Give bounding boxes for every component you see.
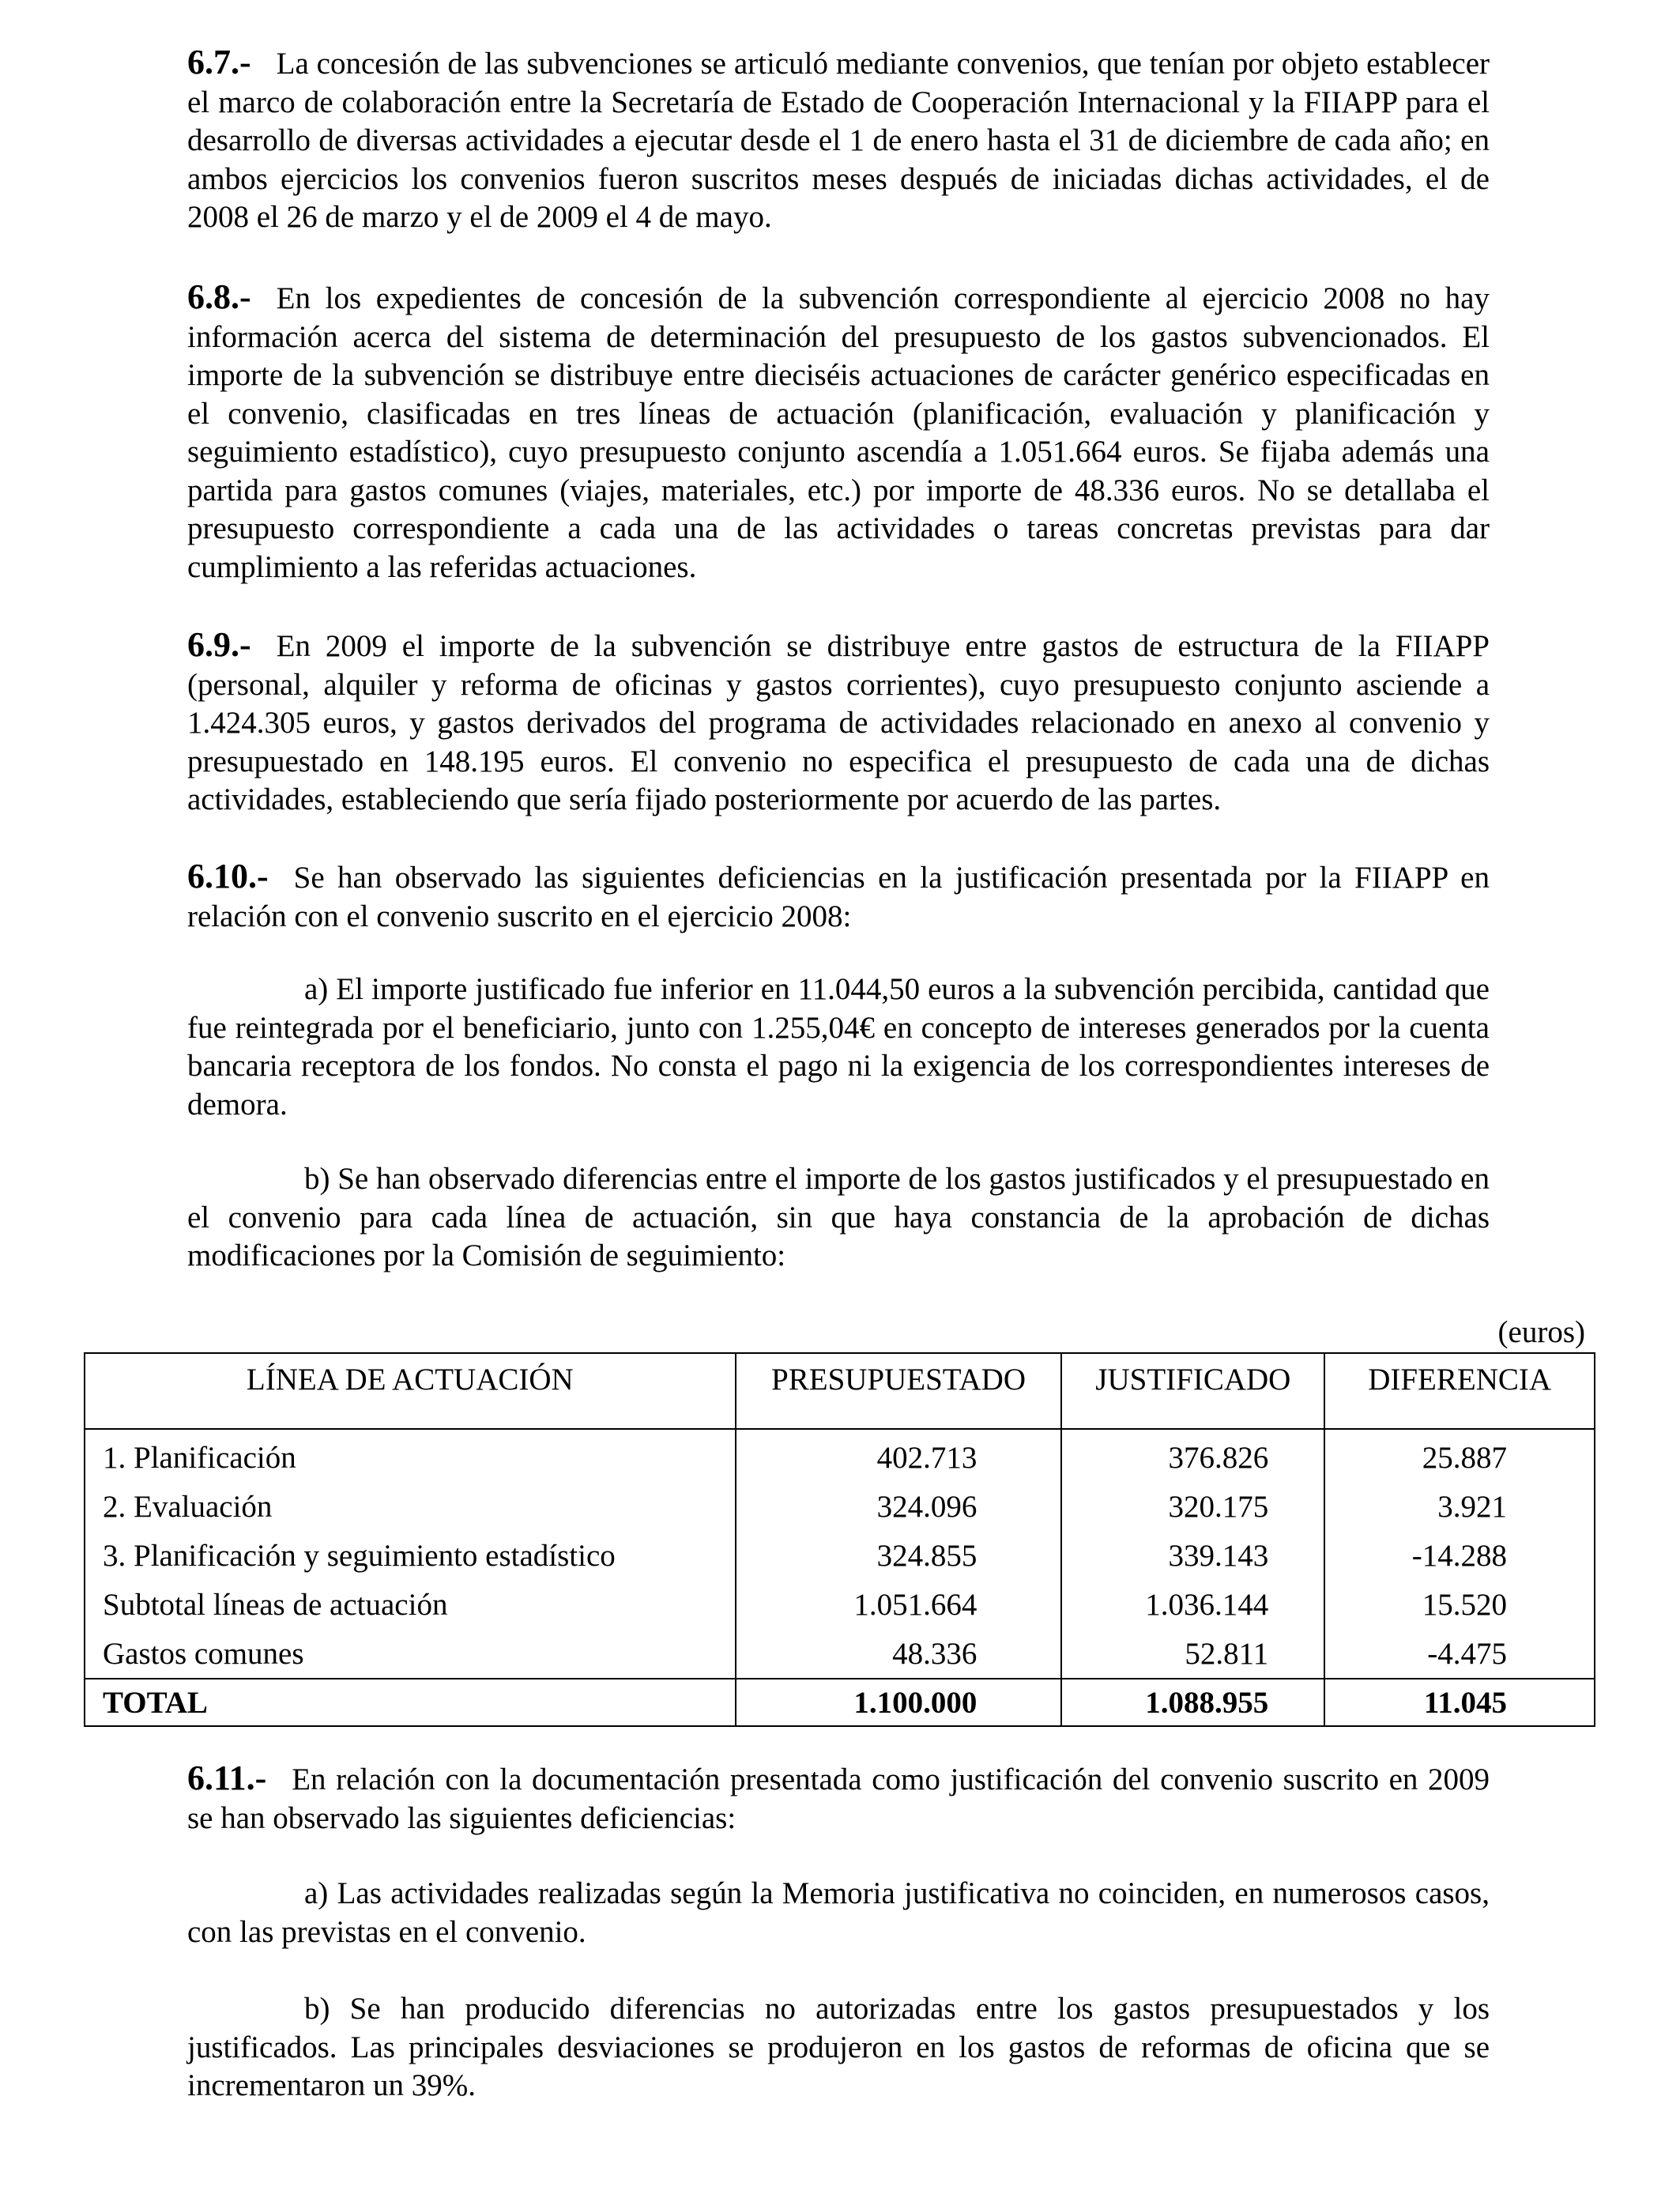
budgeted-cell: 324.096 [736, 1482, 1062, 1531]
table-row [85, 1580, 1595, 1629]
table-row [85, 1531, 1595, 1580]
table-row [85, 1429, 1595, 1482]
column-header: PRESUPUESTADO [736, 1353, 1062, 1429]
section-text: En 2009 el importe de la subvención se distribuye entre gastos de estructura de la FIIAPP (personal, alquiler y reforma de oficinas y gastos corrientes), cuyo presupuesto conjunto asciende a 1.424.305 euros, y gastos derivados del programa de actividades relacionado en anexo al convenio y presupuestado en 148.195 euros. El convenio no especifica el presupuesto de cada una de dichas actividades, estableciendo que sería fijado posteriormente por acuerdo de las partes. [187, 629, 1490, 816]
justified-cell: 339.143 [1061, 1531, 1324, 1580]
column-header: JUSTIFICADO [1061, 1353, 1324, 1429]
item-text: b) Se han producido diferencias no autorizadas entre los gastos presupuestados y los justificados. Las principales desviaciones se produjeron en los gastos de reformas de oficina que se incrementaron un 39%. [187, 1992, 1490, 2102]
budgeted-cell: 48.336 [736, 1629, 1062, 1679]
table-header-row [85, 1353, 1595, 1429]
table-row [85, 1629, 1595, 1679]
budgeted-cell: 1.051.664 [736, 1580, 1062, 1629]
table-units: (euros) [1497, 1315, 1585, 1349]
section-6-9 [187, 626, 1490, 820]
item-text: a) El importe justificado fue inferior en 11.044,50 euros a la subvención percibida, cantidad que fue reintegrada por el beneficiario, junto con 1.255,04€ en concepto de intereses generados por la cuenta bancaria receptora de los fondos. No consta el pago ni la exigencia de los correspondientes intereses de demora. [187, 972, 1490, 1122]
justified-cell: 376.826 [1061, 1429, 1324, 1482]
justified-cell: 52.811 [1061, 1629, 1324, 1679]
difference-cell: 25.887 [1324, 1429, 1595, 1482]
justified-cell: 1.036.144 [1061, 1580, 1324, 1629]
section-6-10-item-b [187, 1160, 1490, 1276]
section-6-11 [187, 1759, 1490, 1838]
section-text: La concesión de las subvenciones se articuló mediante convenios, que tenían por objeto establecer el marco de colaboración entre la Secretaría de Estado de Cooperación Internacional y la FIIAPP para el desarrollo de diversas actividades a ejecutar desde el 1 de enero hasta el 31 de diciembre de cada año; en ambos ejercicios los convenios fueron suscritos meses después de iniciadas dichas actividades, el de 2008 el 26 de marzo y el de 2009 el 4 de mayo. [187, 47, 1490, 234]
row-label: Subtotal líneas de actuación [85, 1580, 736, 1629]
column-header: DIFERENCIA [1324, 1353, 1595, 1429]
row-label: 1. Planificación [85, 1429, 736, 1482]
total-justified: 1.088.955 [1061, 1679, 1324, 1726]
section-6-10 [187, 858, 1490, 936]
section-6-8 [187, 278, 1490, 586]
section-text: En relación con la documentación presentada como justificación del convenio suscrito en 2009 se han observado las siguientes deficiencias: [187, 1762, 1490, 1835]
section-number: 6.9.- [187, 625, 251, 664]
total-budgeted: 1.100.000 [736, 1679, 1062, 1726]
budgeted-cell: 402.713 [736, 1429, 1062, 1482]
total-difference: 11.045 [1324, 1679, 1595, 1726]
justified-cell: 320.175 [1061, 1482, 1324, 1531]
budget-table [84, 1352, 1595, 1727]
total-label: TOTAL [85, 1679, 736, 1726]
row-label: Gastos comunes [85, 1629, 736, 1679]
section-text: En los expedientes de concesión de la subvención correspondiente al ejercicio 2008 no hay información acerca del sistema de determinación del presupuesto de los gastos subvencionados. El importe de la subvención se distribuye entre dieciséis actuaciones de carácter genérico especificadas en el convenio, clasificadas en tres líneas de actuación (planificación, evaluación y planificación y seguimiento estadístico), cuyo presupuesto conjunto ascendía a 1.051.664 euros. Se fijaba además una partida para gastos comunes (viajes, materiales, etc.) por importe de 48.336 euros. No se detallaba el presupuesto correspondiente a cada una de las actividades o tareas concretas previstas para dar cumplimiento a las referidas actuaciones. [187, 281, 1490, 584]
section-6-11-item-b [187, 1990, 1490, 2105]
section-6-10-item-a [187, 971, 1490, 1124]
item-text: a) Las actividades realizadas según la Memoria justificativa no coinciden, en numerosos casos, con las previstas en el convenio. [187, 1876, 1490, 1949]
section-number: 6.10.- [187, 857, 269, 895]
section-number: 6.11.- [187, 1759, 267, 1797]
section-number: 6.8.- [187, 277, 251, 316]
table-row [85, 1482, 1595, 1531]
budgeted-cell: 324.855 [736, 1531, 1062, 1580]
item-text: b) Se han observado diferencias entre el importe de los gastos justificados y el presupuestado en el convenio para cada línea de actuación, sin que haya constancia de la aprobación de dichas modificaciones por la Comisión de seguimiento: [187, 1162, 1490, 1272]
table-total-row [85, 1679, 1595, 1726]
section-6-11-item-a [187, 1875, 1490, 1951]
difference-cell: 15.520 [1324, 1580, 1595, 1629]
difference-cell: 3.921 [1324, 1482, 1595, 1531]
row-label: 2. Evaluación [85, 1482, 736, 1531]
row-label: 3. Planificación y seguimiento estadístico [85, 1531, 736, 1580]
section-6-7 [187, 43, 1490, 237]
column-header: LÍNEA DE ACTUACIÓN [85, 1353, 736, 1429]
section-number: 6.7.- [187, 43, 251, 81]
section-text: Se han observado las siguientes deficiencias en la justificación presentada por la FIIAPP en relación con el convenio suscrito en el ejercicio 2008: [187, 861, 1490, 933]
difference-cell: -4.475 [1324, 1629, 1595, 1679]
difference-cell: -14.288 [1324, 1531, 1595, 1580]
